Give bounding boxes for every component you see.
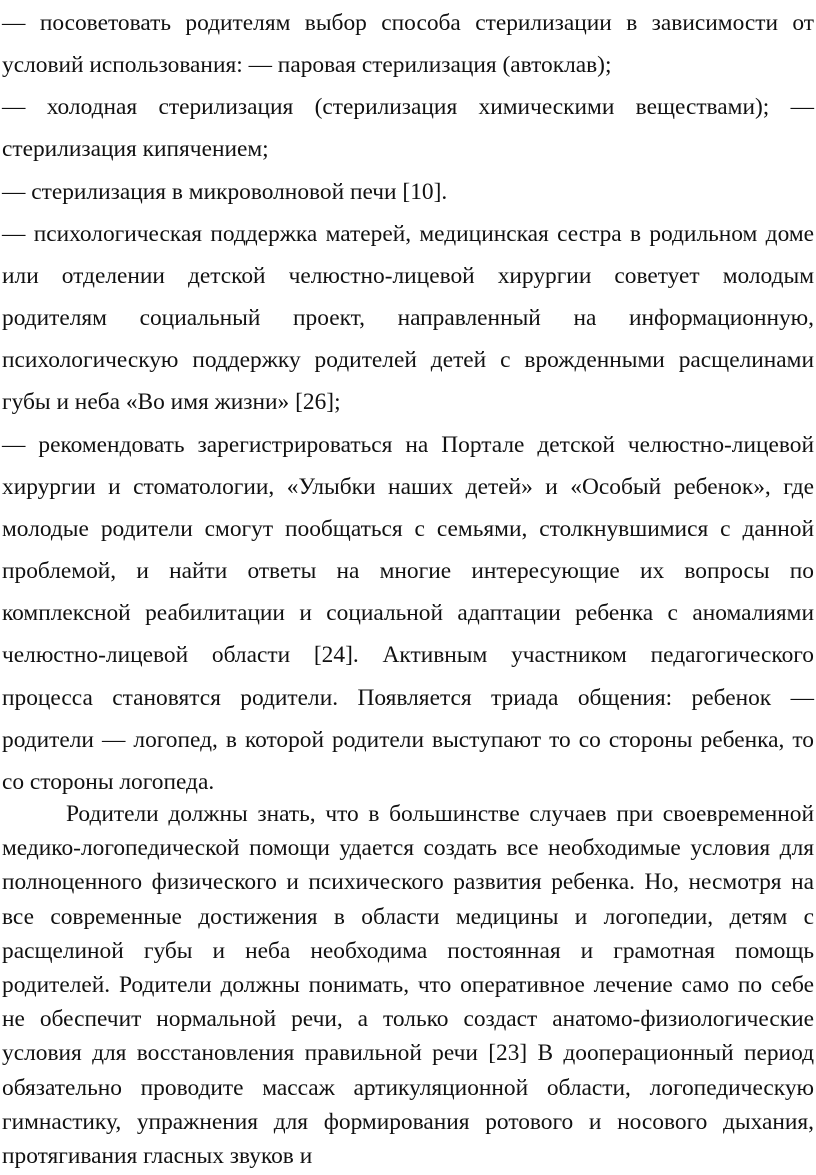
list-item-cold-sterilization: — холодная стерилизация (стерилизация химическими веществами); — стерилизация кипячением;	[2, 94, 814, 163]
list-item-microwave-sterilization: — стерилизация в микроволновой печи [10].	[2, 178, 448, 205]
list-item-psychological-support: — психологическая поддержка матерей, медицинская сестра в родильном доме или отделении детской челюстно-лицевой хирургии советует молодым родителям социальный проект, направленный на информационную, психологическую поддержку родителей детей с врожденными расщелинами губы и неба «Во имя жизни» [26];	[2, 220, 814, 416]
recommendation-list	[2, 2, 814, 803]
body-paragraph-block	[2, 797, 814, 1173]
list-item-portal-registration: — рекомендовать зарегистрироваться на Портале детской челюстно-лицевой хирургии и стоматологии, «Улыбки наших детей» и «Особый ребенок», где молодые родители смогут пообщаться с семьями, столкнувшимися с данной проблемой, и найти ответы на многие интересующие их вопросы по комплексной реабилитации и социальной адаптации ребенка с аномалиями челюстно-лицевой области [24]. Активным участником педагогического процесса становятся родители. Появляется триада общения: ребенок — родители — логопед, в которой родители выступают то со стороны ребенка, то со стороны логопеда.	[2, 431, 814, 795]
body-paragraph: Родители должны знать, что в большинстве случаев при своевременной медико-логопедической помощи удается создать все необходимые условия для полноценного физического и психического развития ребенка. Но, несмотря на все современные достижения в области медицины и логопедии, детям с расщелиной губы и неба необходима постоянная и грамотная помощь родителей. Родители должны понимать, что оперативное лечение само по себе не обеспечит нормальной речи, а только создаст анатомо-физиологические условия для восстановления правильной речи [23] В дооперационный период обязательно проводите массаж артикуляционной области, логопедическую гимнастику, упражнения для формирования ротового и носового дыхания, протягивания гласных звуков и	[2, 801, 814, 1170]
list-item-sterilization-choice: — посоветовать родителям выбор способа стерилизации в зависимости от условий использования: — паровая стерилизация (автоклав);	[2, 10, 814, 79]
